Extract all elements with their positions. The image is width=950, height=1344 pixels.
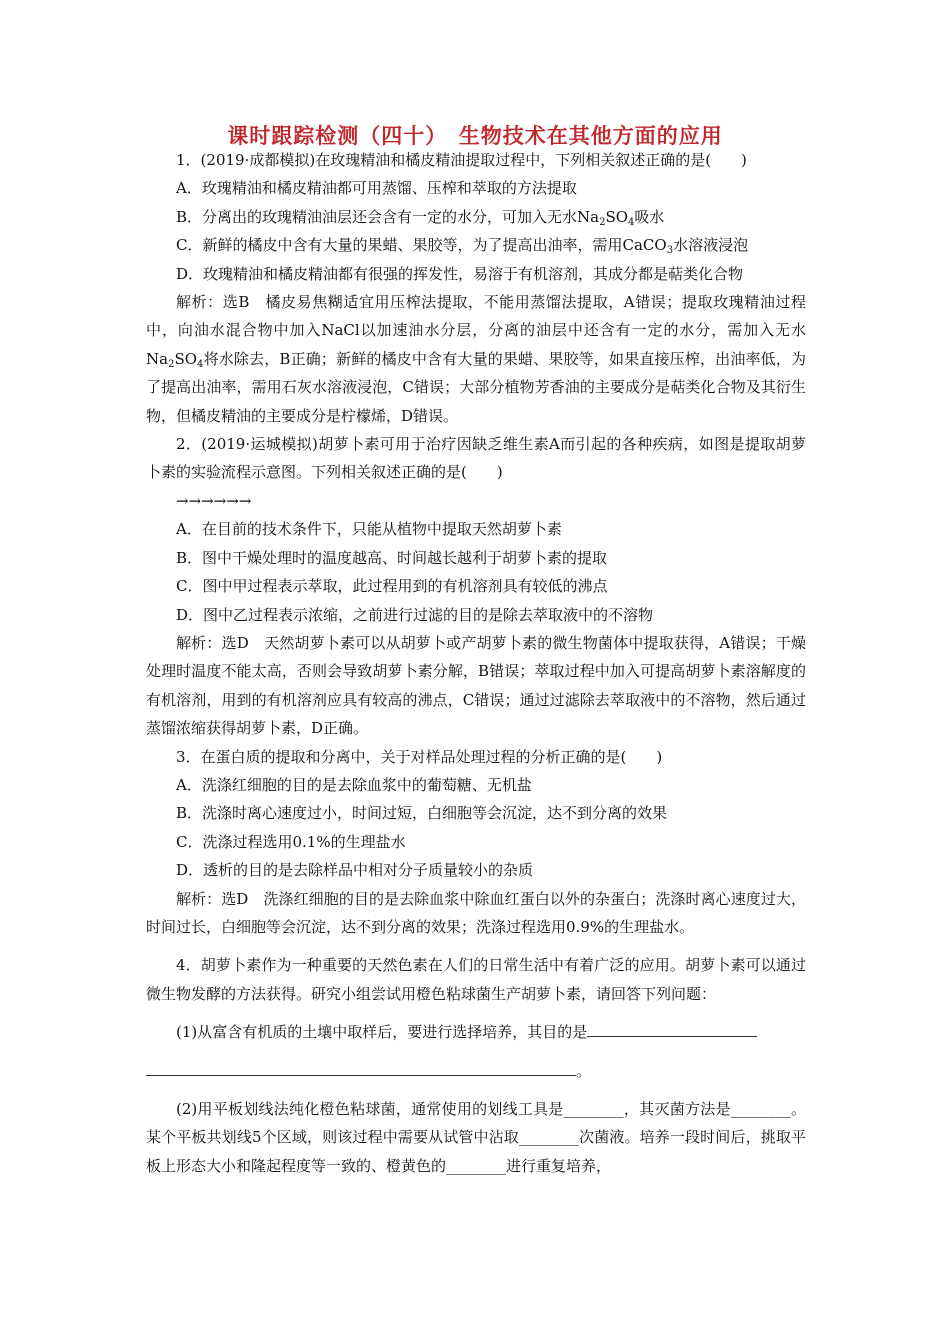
question-1-option-a: A．玫瑰精油和橘皮精油都可用蒸馏、压榨和萃取的方法提取 [176, 179, 577, 198]
question-2-stem: 2．(2019·运城模拟)胡萝卜素可用于治疗因缺乏维生素A而引起的各种疾病，如图是提取胡萝卜素的实验流程示意图。下列相关叙述正确的是( ) [146, 435, 806, 482]
question-3-option-c: C．洗涤过程选用0.1%的生理盐水 [176, 832, 406, 851]
question-1-option-d: D．玫瑰精油和橘皮精油都有很强的挥发性，易溶于有机溶剂，其成分都是萜类化合物 [176, 264, 744, 283]
question-3-analysis: 解析：选D 洗涤红细胞的目的是去除血浆中除血红蛋白以外的杂蛋白；洗涤时离心速度过大，时间过长，白细胞等会沉淀，达不到分离的效果；洗涤过程选用0.9%的生理盐水。 [146, 889, 806, 936]
question-2-option-a: A．在目前的技术条件下，只能从植物中提取天然胡萝卜素 [176, 520, 562, 539]
flow-diagram-arrows: →→→→→→ [176, 491, 252, 510]
question-2-option-c: C．图中甲过程表示萃取，此过程用到的有机溶剂具有较低的沸点 [176, 577, 608, 596]
document-body [146, 146, 806, 1180]
question-3-option-b: B．洗涤时离心速度过小，时间过短，白细胞等会沉淀，达不到分离的效果 [176, 804, 668, 823]
question-1-option-c: C．新鲜的橘皮中含有大量的果蜡、果胶等，为了提高出油率，需用CaCO$_3$水溶液浸泡 [176, 236, 749, 257]
question-4-stem: 4．胡萝卜素作为一种重要的天然色素在人们的日常生活中有着广泛的应用。胡萝卜素可以通过微生物发酵的方法获得。研究小组尝试用橙色粘球菌生产胡萝卜素，请回答下列问题： [146, 956, 806, 1003]
question-1-analysis: 解析：选B 橘皮易焦糊适宜用压榨法提取，不能用蒸馏法提取，A错误；提取玫瑰精油过程中，向油水混合物中加入NaCl以加速油水分层，分离的油层中还含有一定的水分，需加入无水$Na_2SO_4$将水除去，B正确；新鲜的橘皮中含有大量的果蜡、果胶等，如果直接压榨，出油率低，为了提高出油率，需用石灰水溶液浸泡，C错误；大部分植物芳香油的主要成分是萜类化合物及其衍生物，但橘皮精油的主要成分是柠檬烯，D错误。 [146, 293, 806, 425]
question-1-stem: 1．(2019·成都模拟)在玫瑰精油和橘皮精油提取过程中，下列相关叙述正确的是( ) [176, 151, 747, 169]
answer-blank[interactable] [587, 1020, 757, 1037]
question-4-part-1-continued: 。 [146, 1057, 806, 1085]
question-4-part-1: (1)从富含有机质的土壤中取样后，要进行选择培养，其目的是 [146, 1018, 806, 1046]
question-4-part-2: (2)用平板划线法纯化橙色粘球菌，通常使用的划线工具是________，其灭菌方法是________。某个平板共划线5个区域，则该过程中需要从试管中沾取________次菌液。培养一段时间后，挑取平板上形态大小和隆起程度等一致的、橙黄色的________进行重复培养， [146, 1100, 806, 1175]
question-2-option-d: D．图中乙过程表示浓缩，之前进行过滤的目的是除去萃取液中的不溶物 [176, 605, 654, 624]
question-1-option-b: B．分离出的玫瑰精油油层还会含有一定的水分，可加入无水$Na_2SO_4$吸水 [176, 207, 665, 228]
answer-blank[interactable] [146, 1059, 576, 1076]
question-3-option-a: A．洗涤红细胞的目的是去除血浆中的葡萄糖、无机盐 [176, 775, 532, 794]
question-2-option-b: B．图中干燥处理时的温度越高、时间越长越利于胡萝卜素的提取 [176, 548, 608, 567]
question-2-analysis: 解析：选D 天然胡萝卜素可以从胡萝卜或产胡萝卜素的微生物菌体中提取获得，A错误；干燥处理时温度不能太高，否则会导致胡萝卜素分解，B错误；萃取过程中加入可提高胡萝卜素溶解度的有机溶剂，用到的有机溶剂应具有较高的沸点，C错误；通过过滤除去萃取液中的不溶物，然后通过蒸馏浓缩获得胡萝卜素，D正确。 [146, 633, 806, 738]
question-3-stem: 3．在蛋白质的提取和分离中，关于对样品处理过程的分析正确的是( ) [176, 747, 663, 766]
question-3-option-d: D．透析的目的是去除样品中相对分子质量较小的杂质 [176, 861, 534, 880]
page-title: 课时跟踪检测（四十） 生物技术在其他方面的应用 [227, 123, 723, 148]
